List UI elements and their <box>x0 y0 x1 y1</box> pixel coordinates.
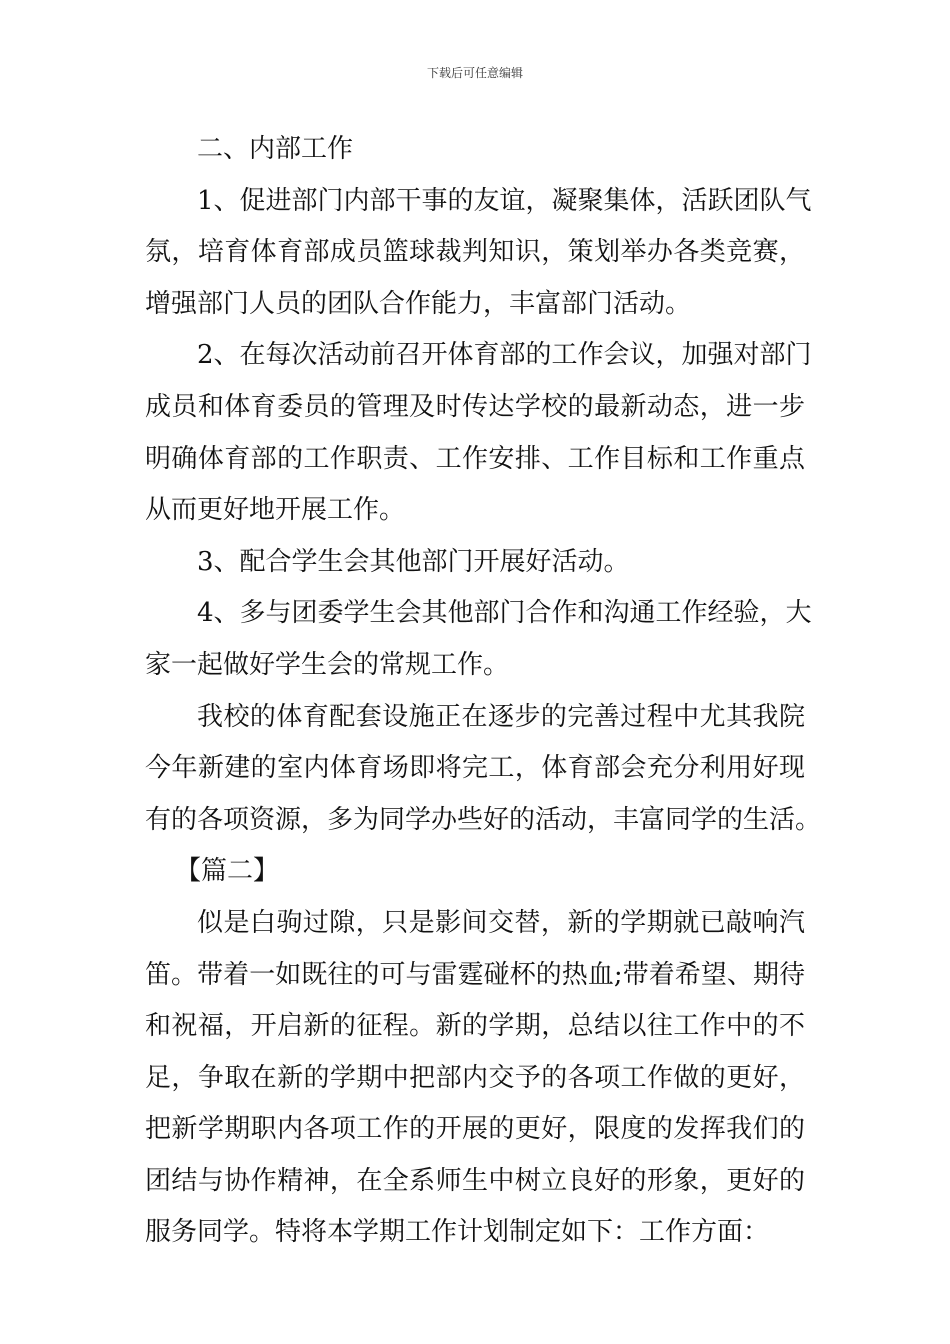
section-heading-part-two: 【篇二】 <box>175 856 280 887</box>
paragraph-line: 服务同学。特将本学期工作计划制定如下：工作方面： <box>145 1217 770 1248</box>
paragraph-line: 家一起做好学生会的常规工作。 <box>145 649 510 680</box>
paragraph-line: 2、在每次活动前召开体育部的工作会议，加强对部门 <box>197 340 812 371</box>
paragraph-line: 4、多与团委学生会其他部门合作和沟通工作经验，大 <box>197 598 812 629</box>
paragraph-line: 足，争取在新的学期中把部内交予的各项工作做的更好， <box>145 1062 805 1093</box>
paragraph-line: 3、配合学生会其他部门开展好活动。 <box>197 546 630 577</box>
paragraph-line: 团结与协作精神，在全系师生中树立良好的形象，更好的 <box>145 1165 805 1196</box>
paragraph-line: 从而更好地开展工作。 <box>145 495 406 526</box>
paragraph-line: 今年新建的室内体育场即将完工，体育部会充分利用好现 <box>145 753 805 784</box>
paragraph-line: 增强部门人员的团队合作能力，丰富部门活动。 <box>145 288 692 319</box>
paragraph-line: 有的各项资源，多为同学办些好的活动，丰富同学的生活。 <box>145 804 822 835</box>
document-body <box>145 124 822 1259</box>
paragraph-line: 成员和体育委员的管理及时传达学校的最新动态，进一步 <box>145 391 805 422</box>
paragraph-line: 笛。带着一如既往的可与雷霆碰杯的热血;带着希望、期待 <box>145 959 805 990</box>
paragraph-line: 把新学期职内各项工作的开展的更好，限度的发挥我们的 <box>145 1114 805 1145</box>
paragraph-line: 我校的体育配套设施正在逐步的完善过程中尤其我院 <box>197 701 805 732</box>
paragraph-line: 氛，培育体育部成员篮球裁判知识，策划举办各类竞赛， <box>145 237 805 268</box>
paragraph-line: 1、促进部门内部干事的友谊，凝聚集体，活跃团队气 <box>197 185 812 216</box>
paragraph-line: 和祝福，开启新的征程。新的学期，总结以往工作中的不 <box>145 1011 805 1042</box>
paragraph-line: 似是白驹过隙，只是影间交替，新的学期就已敲响汽 <box>197 907 805 938</box>
section-heading-internal-work: 二、内部工作 <box>197 134 354 164</box>
paragraph-line: 明确体育部的工作职责、工作安排、工作目标和工作重点 <box>145 443 805 474</box>
page-header-note: 下载后可任意编辑 <box>426 66 523 80</box>
